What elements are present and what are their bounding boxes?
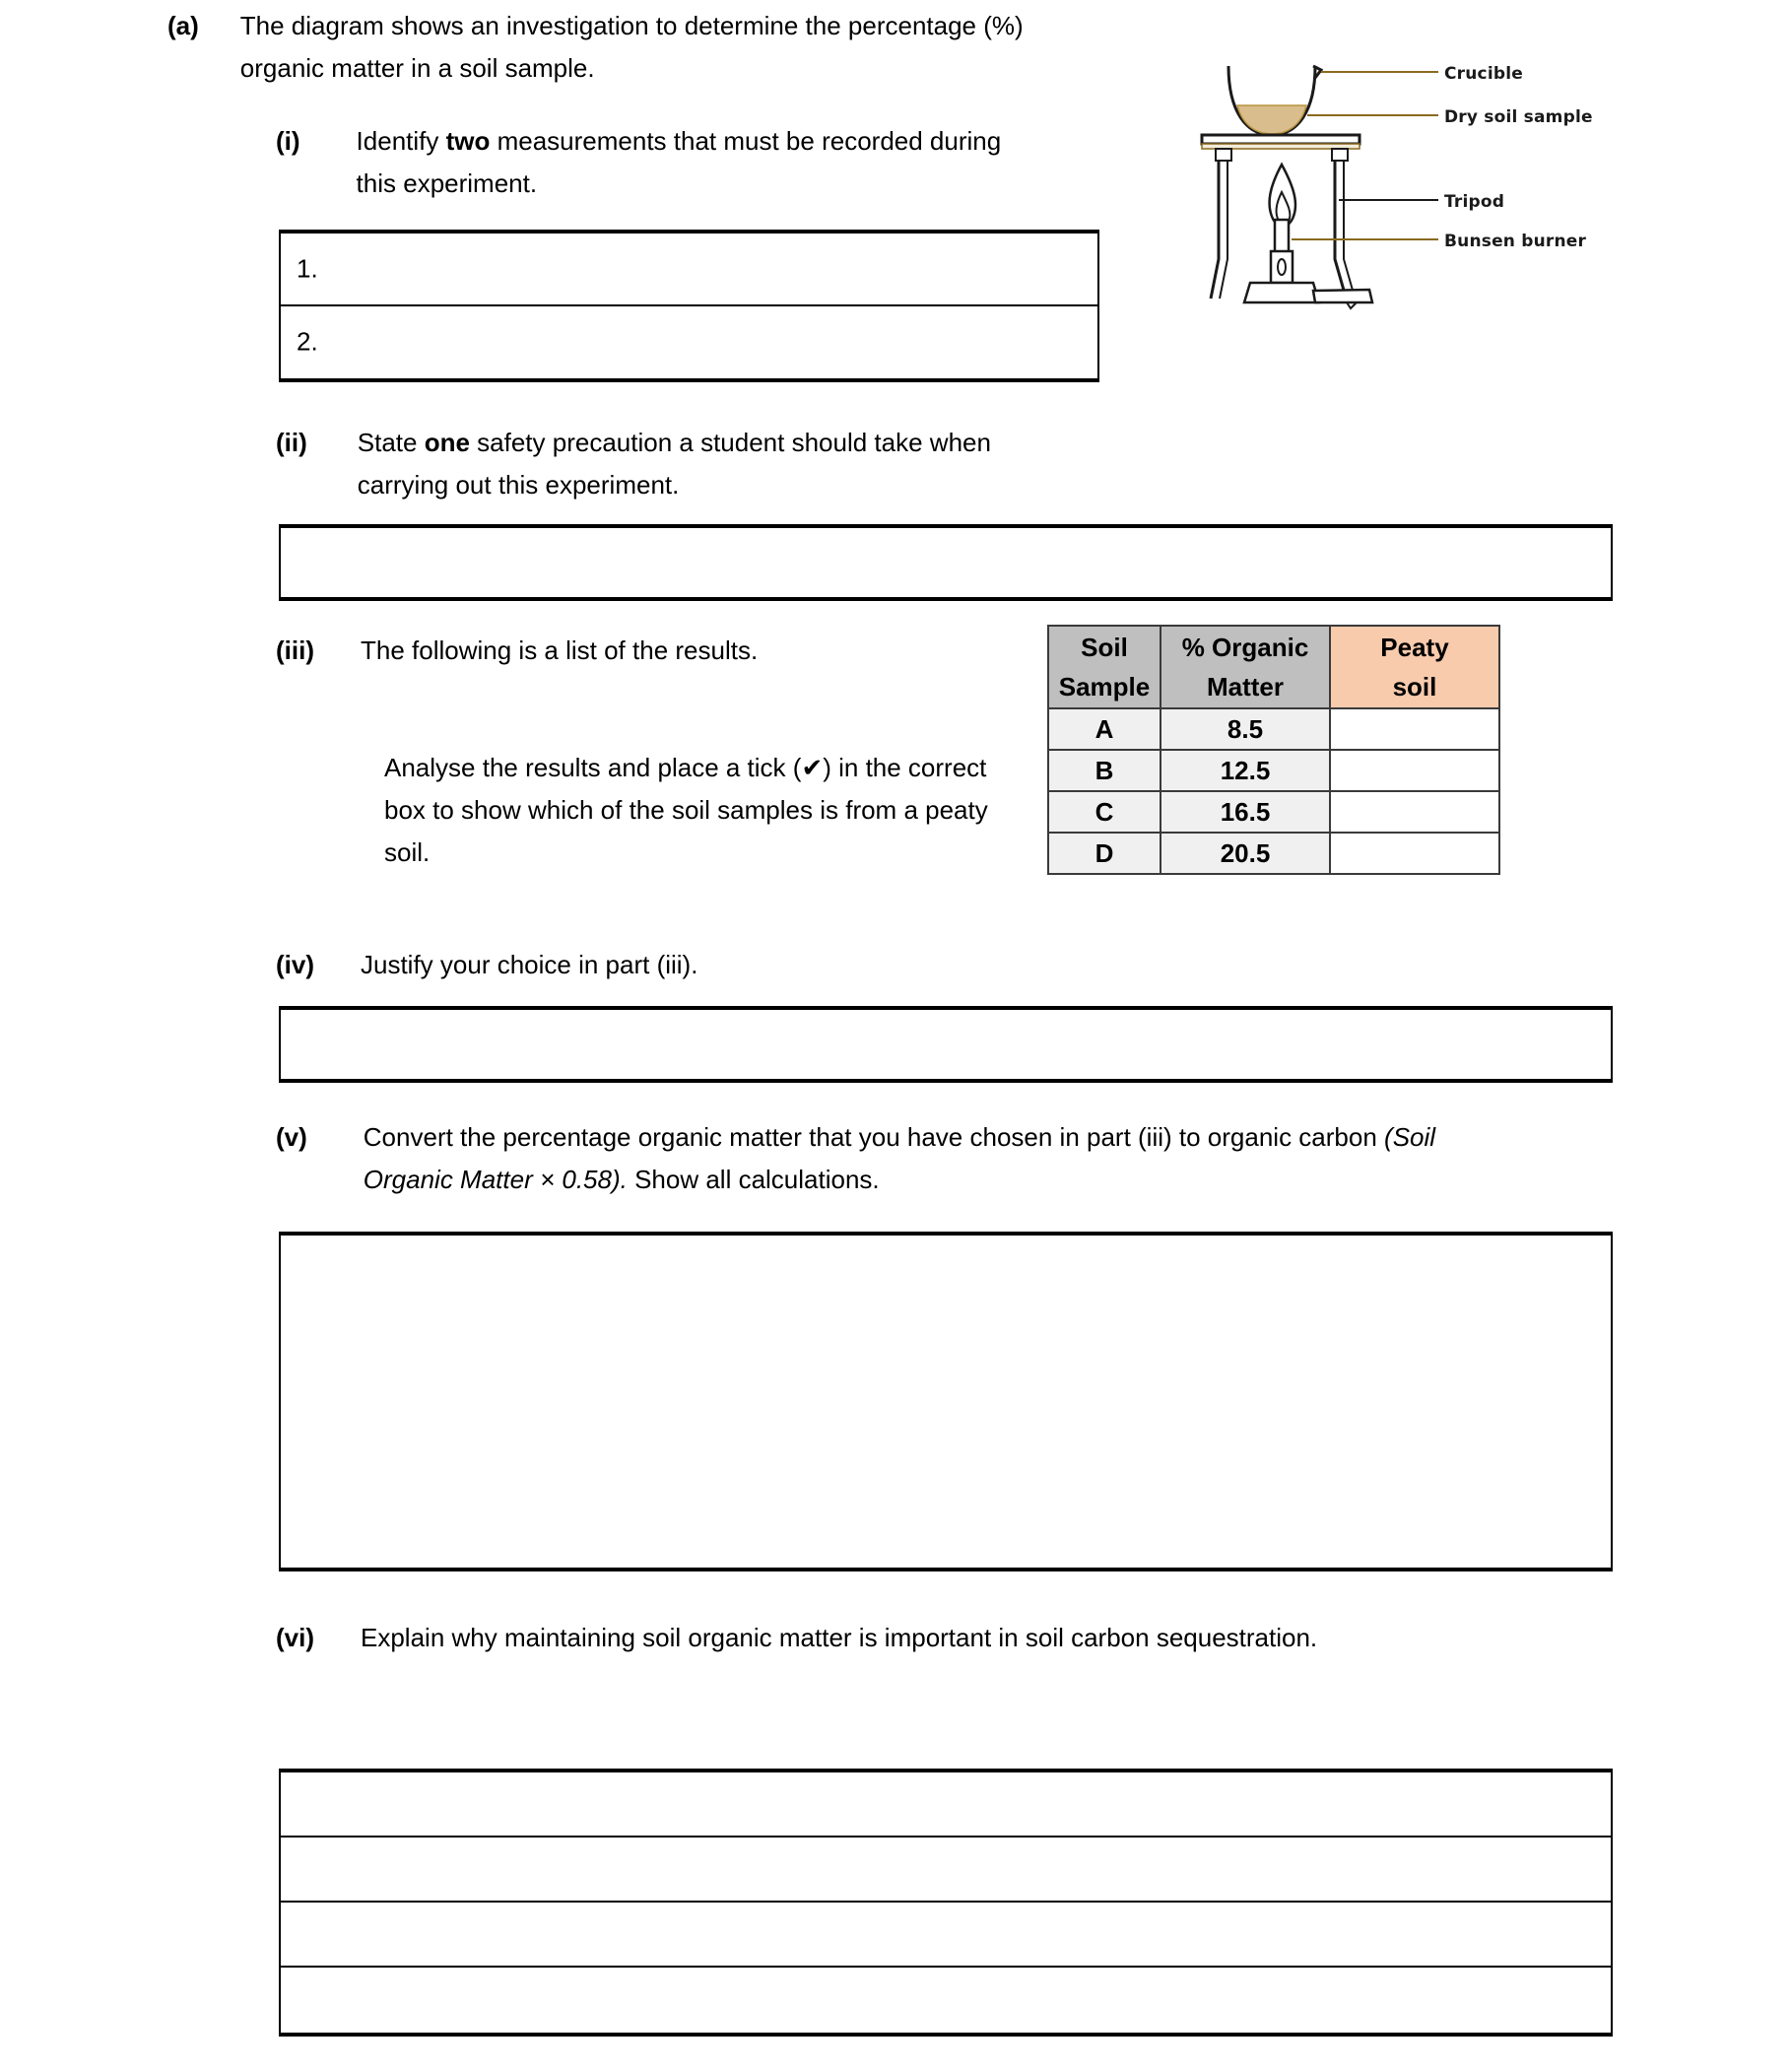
subpart-v-formula: (Soil Organic Matter × 0.58). [363,1122,1436,1194]
header-peaty-soil-line1: Peaty [1380,633,1449,662]
tripod-leg-right-icon [1335,149,1347,301]
subpart-label-ii: (ii) [276,428,307,457]
subpart-v-text-part2: Show all calculations. [627,1165,880,1194]
table-row [1048,833,1499,874]
subpart-v [276,1116,1557,1201]
answer-line[interactable] [281,1838,1611,1903]
tripod-collar-right [1332,149,1348,161]
subpart-label-vi: (vi) [276,1623,314,1652]
cell-sample: B [1048,750,1161,791]
subpart-ii-text [358,422,1067,506]
subpart-v-text [364,1116,1467,1201]
subpart-i-bold-word: two [445,126,491,156]
subpart-i [276,120,1162,205]
cell-sample: C [1048,791,1161,833]
tripod-collar-left [1216,149,1231,161]
tripod-leg-left-icon [1211,149,1219,299]
answer-line-1-number: 1. [297,253,318,284]
answer-line[interactable] [281,1903,1611,1968]
answer-box-v[interactable] [279,1232,1613,1571]
cell-peaty-tick[interactable] [1330,750,1499,791]
subpart-label-i: (i) [276,126,300,156]
diagram-label-crucible: Crucible [1444,64,1523,84]
gas-tube-icon [1313,290,1372,302]
table-header-row [1048,626,1499,708]
cell-peaty-tick[interactable] [1330,833,1499,874]
apparatus-diagram [1197,54,1670,310]
header-soil-sample-line1: Soil [1081,633,1128,662]
answer-line[interactable] [281,528,1611,597]
header-organic-matter-line1: % Organic [1181,633,1309,662]
cell-organic-matter: 16.5 [1161,791,1330,833]
question-part-a [167,5,1153,90]
subpart-ii-bold-word: one [424,428,470,457]
diagram-label-dry-soil-sample: Dry soil sample [1444,107,1593,127]
header-organic-matter [1161,626,1330,708]
cell-organic-matter: 8.5 [1161,708,1330,750]
subpart-iv-text: Justify your choice in part (iii). [361,950,698,979]
answer-line[interactable] [281,1010,1611,1079]
diagram-label-bunsen-burner: Bunsen burner [1444,232,1587,251]
answer-box-i[interactable] [279,230,1099,382]
subpart-vi-text: Explain why maintaining soil organic matter is important in soil carbon sequestration. [361,1623,1318,1652]
header-soil-sample-line2: Sample [1058,672,1151,702]
subpart-label-iv: (iv) [276,950,314,979]
header-organic-matter-line2: Matter [1206,672,1284,702]
cell-sample: D [1048,833,1161,874]
answer-box-ii[interactable] [279,524,1613,601]
cell-sample: A [1048,708,1161,750]
air-hole-icon [1278,259,1286,275]
results-table [1047,625,1500,875]
subpart-ii-text-before: State [357,428,425,457]
header-soil-sample [1048,626,1161,708]
subpart-iii [276,630,1025,672]
subpart-iii-instruction-row [384,747,1074,874]
dry-soil-sample-icon [1237,105,1306,134]
cell-peaty-tick[interactable] [1330,791,1499,833]
answer-line[interactable] [281,1236,1611,1568]
subpart-label-v: (v) [276,1122,307,1152]
subpart-ii-text-after: safety precaution a student should take when carrying out this experiment. [357,428,991,500]
tripod-leg-left-inner [1220,149,1227,299]
subpart-vi [276,1617,1557,1659]
subpart-i-text [357,120,1046,205]
table-row [1048,708,1499,750]
subpart-iii-text: The following is a list of the results. [361,635,759,665]
table-row [1048,750,1499,791]
tripod-plate-icon [1202,135,1360,144]
subpart-ii [276,422,1162,506]
answer-line-2-number: 2. [297,326,318,357]
subpart-iv [276,944,1162,986]
bunsen-base-icon [1244,283,1319,302]
header-peaty-soil-line2: soil [1392,672,1437,702]
diagram-label-tripod: Tripod [1444,192,1505,212]
header-peaty-soil [1330,626,1499,708]
answer-line-2[interactable] [281,306,1097,379]
part-label-a: (a) [167,11,199,40]
tripod-leg-right-inner [1344,149,1356,301]
question-stem-text: The diagram shows an investigation to determine the percentage (%) organic matter in a soil sample. [239,11,1024,83]
table-row [1048,791,1499,833]
subpart-label-iii: (iii) [276,635,314,665]
answer-line-1[interactable] [281,234,1097,306]
subpart-iii-instruction: Analyse the results and place a tick (✔) in the correct box to show which of the soil samples is from a peaty soil. [384,753,988,867]
subpart-i-text-before: Identify [356,126,446,156]
subpart-i-text-after: measurements that must be recorded during this experiment. [356,126,1002,198]
apparatus-diagram-svg [1197,54,1670,310]
cell-peaty-tick[interactable] [1330,708,1499,750]
cell-organic-matter: 20.5 [1161,833,1330,874]
answer-box-vi[interactable] [279,1769,1613,2037]
answer-line[interactable] [281,1772,1611,1838]
answer-box-iv[interactable] [279,1006,1613,1083]
cell-organic-matter: 12.5 [1161,750,1330,791]
subpart-v-text-part1: Convert the percentage organic matter that you have chosen in part (iii) to organic carbon [363,1122,1385,1152]
answer-line[interactable] [281,1968,1611,2033]
